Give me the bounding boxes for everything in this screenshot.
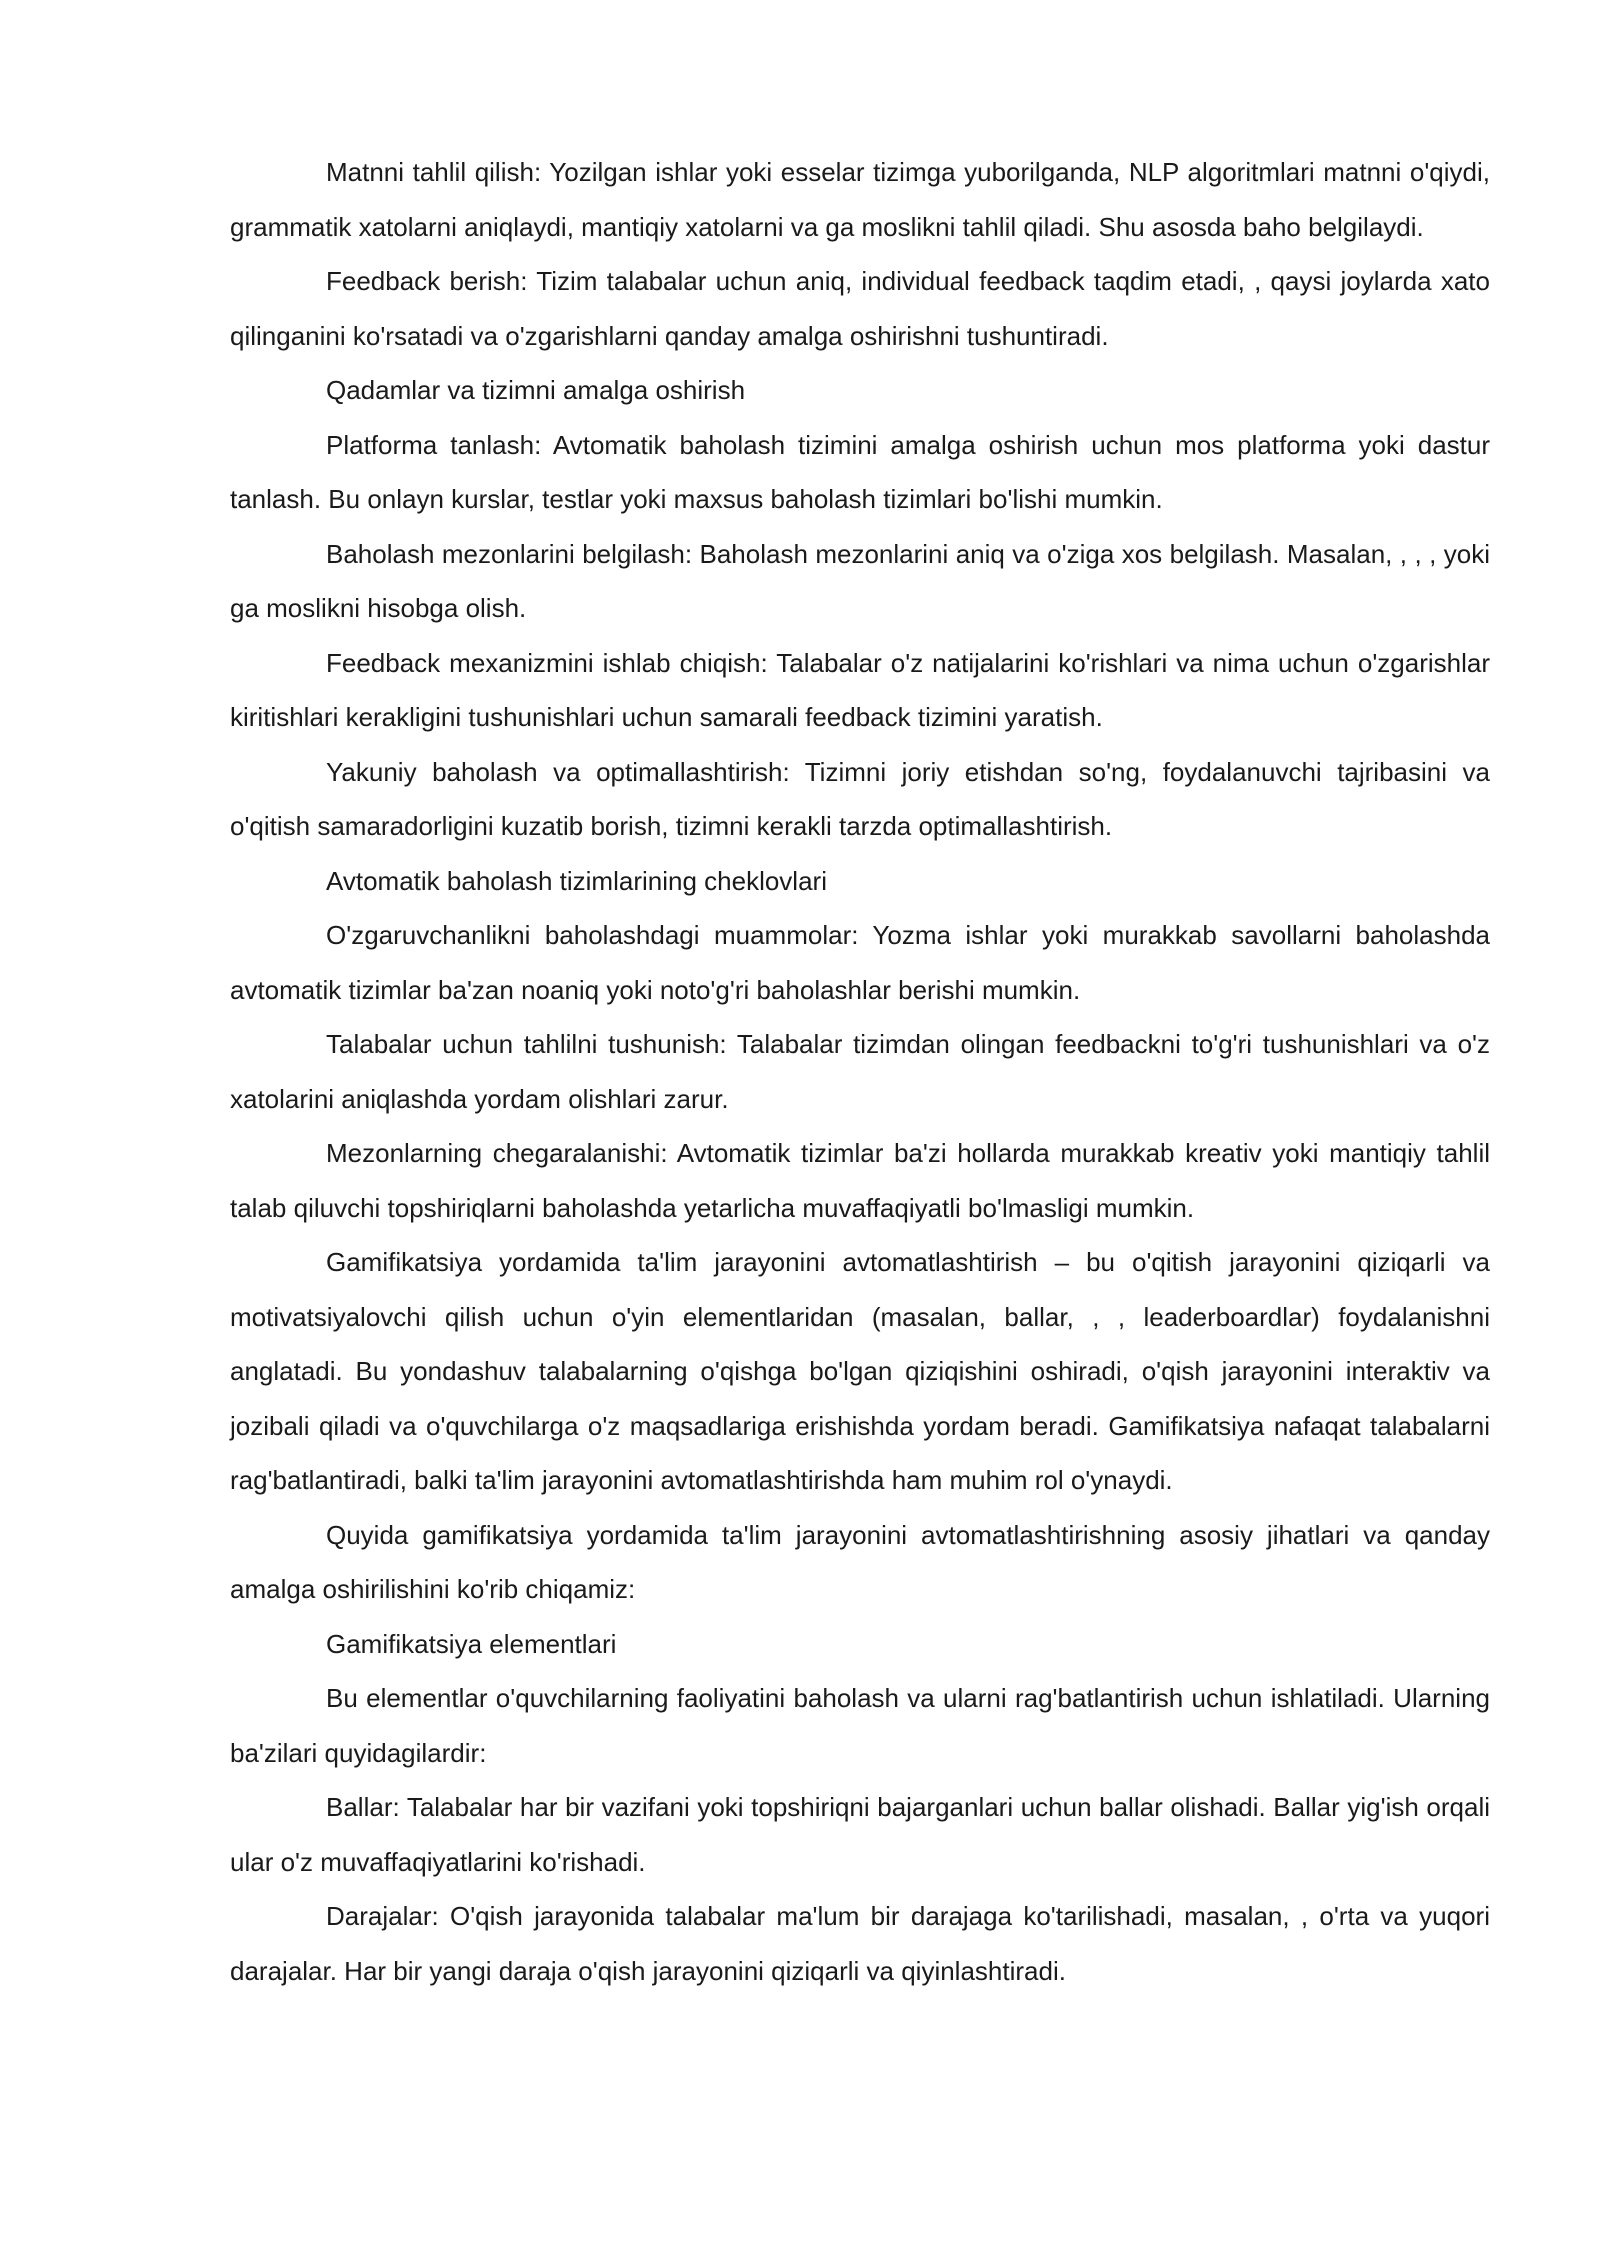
heading-limitations: Avtomatik baholash tizimlarining cheklovlari — [326, 865, 827, 896]
paragraph-points: Ballar: Talabalar har bir vazifani yoki topshiriqni bajarganlari uchun ballar olishadi. Ballar yig'ish orqali ular o'z muvaffaqiyatlarini ko'rishadi. — [230, 1792, 1490, 1877]
paragraph-variability: O'zgaruvchanlikni baholashdagi muammolar: Yozma ishlar yoki murakkab savollarni baholashda avtomatik tizimlar ba'zan noaniq yoki noto'g'ri baholashlar berishi mumkin. — [230, 920, 1490, 1005]
heading-steps-implementation: Qadamlar va tizimni amalga oshirish — [326, 375, 746, 405]
paragraph-criteria: Baholash mezonlarini belgilash: Baholash mezonlarini aniq va o'ziga xos belgilash. Masalan, , , , yoki ga moslikni hisobga olish. — [230, 538, 1490, 623]
paragraph-elements-purpose: Bu elementlar o'quvchilarning faoliyatini baholash va ularni rag'batlantirish uchun ishlatiladi. Ularning ba'zilari quyidagilardir: — [230, 1683, 1490, 1768]
paragraph-understanding: Talabalar uchun tahlilni tushunish: Talabalar tizimdan olingan feedbackni to'g'ri tushunishlari va o'z xatolarini aniqlashda yordam olishlari zarur. — [230, 1029, 1490, 1114]
heading-gamification-elements: Gamifikatsiya elementlari — [326, 1628, 617, 1659]
paragraph-text-analysis: Matnni tahlil qilish: Yozilgan ishlar yoki esselar tizimga yuborilganda, NLP algoritmlari matnni o'qiydi, grammatik xatolarni aniqlaydi, mantiqiy xatolarni va ga moslikni tahlil qiladi. Shu asosda baho belgilaydi. — [230, 157, 1490, 242]
paragraph-criteria-limits: Mezonlarning chegaralanishi: Avtomatik tizimlar ba'zi hollarda murakkab kreativ yoki mantiqiy tahlil talab qiluvchi topshiriqlarni baholashda yetarlicha muvaffaqiyatli bo'lmasligi mumkin. — [230, 1138, 1490, 1223]
paragraph-feedback-mechanism: Feedback mexanizmini ishlab chiqish: Talabalar o'z natijalarini ko'rishlari va nima uchun o'zgarishlar kiritishlari kerakligini tushunishlari uchun samarali feedback tizimini yaratish. — [230, 647, 1490, 732]
paragraph-levels: Darajalar: O'qish jarayonida talabalar ma'lum bir darajaga ko'tarilishadi, masalan, , o'rta va yuqori darajalar. Har bir yangi daraja o'qish jarayonini qiziqarli va qiyinlashtiradi. — [230, 1901, 1490, 1986]
paragraph-feedback: Feedback berish: Tizim talabalar uchun aniq, individual feedback taqdim etadi, , qaysi joylarda xato qilinganini ko'rsatadi va o'zgarishlarni qanday amalga oshirishni tushuntiradi. — [230, 266, 1490, 351]
paragraph-gamification-overview: Quyida gamifikatsiya yordamida ta'lim jarayonini avtomatlashtirishning asosiy jihatlari va qanday amalga oshirilishini ko'rib chiqamiz: — [230, 1519, 1490, 1604]
paragraph-final-evaluation: Yakuniy baholash va optimallashtirish: Tizimni joriy etishdan so'ng, foydalanuvchi tajribasini va o'qitish samaradorligini kuzatib borish, tizimni kerakli tarzda optimallashtirish. — [230, 756, 1490, 841]
document-body — [230, 145, 1490, 1998]
paragraph-gamification-intro: Gamifikatsiya yordamida ta'lim jarayonini avtomatlashtirish – bu o'qitish jarayonini qiziqarli va motivatsiyalovchi qilish uchun o'yin elementlaridan (masalan, ballar, , , leaderboardlar) foydalanishni anglatadi. Bu yondashuv talabalarning o'qishga bo'lgan qiziqishini oshiradi, o'qish jarayonini interaktiv va jozibali qiladi va o'quvchilarga o'z maqsadlariga erishishda yordam beradi. Gamifikatsiya nafaqat talabalarni rag'batlantiradi, balki ta'lim jarayonini avtomatlashtirishda ham muhim rol o'ynaydi. — [230, 1247, 1490, 1495]
paragraph-platform-choice: Platforma tanlash: Avtomatik baholash tizimini amalga oshirish uchun mos platforma yoki dastur tanlash. Bu onlayn kurslar, testlar yoki maxsus baholash tizimlari bo'lishi mumkin. — [230, 429, 1490, 514]
